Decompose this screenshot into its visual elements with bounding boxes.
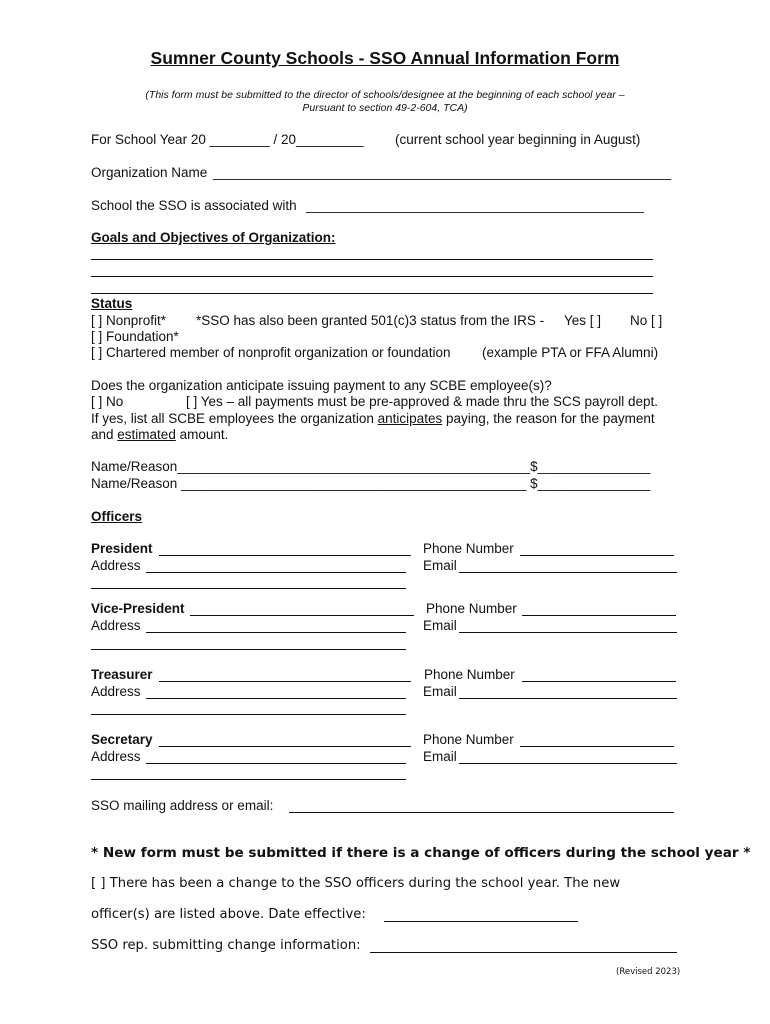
- secretary-address-label: Address: [91, 749, 141, 764]
- rep-label: SSO rep. submitting change information:: [91, 938, 361, 953]
- treasurer-address-field[interactable]: [146, 698, 406, 699]
- secretary-name-field[interactable]: [159, 746, 411, 747]
- payment-yes-checkbox[interactable]: [ ] Yes – all payments must be pre-approved & made thru the SCS payroll dept.: [186, 394, 659, 409]
- treasurer-email-field[interactable]: [459, 698, 677, 699]
- vice-president-phone-label: Phone Number: [426, 601, 517, 616]
- revised-note: (Revised 2023): [616, 967, 681, 977]
- president-address-label: Address: [91, 558, 141, 573]
- instructions-text-2: paying, the reason for the payment: [445, 411, 655, 426]
- foundation-checkbox[interactable]: [ ] Foundation*: [91, 329, 179, 344]
- payment-no-checkbox[interactable]: [ ] No: [91, 394, 124, 409]
- vice-president-address-label: Address: [91, 618, 141, 633]
- goals-line-1[interactable]: [91, 259, 653, 260]
- payment-row-1[interactable]: Name/Reason_______________________________________________$_______________: [91, 459, 651, 474]
- president-address-line-2[interactable]: [91, 588, 406, 589]
- vice-president-label: Vice-President: [91, 601, 185, 616]
- president-phone-field[interactable]: [520, 555, 674, 556]
- vice-president-email-field[interactable]: [459, 632, 677, 633]
- president-address-field[interactable]: [146, 572, 406, 573]
- vice-president-name-field[interactable]: [190, 615, 414, 616]
- payment-row-2[interactable]: Name/Reason ______________________________________________ $_______________: [91, 476, 651, 491]
- school-year-row: [91, 132, 364, 147]
- secretary-phone-label: Phone Number: [423, 732, 514, 747]
- secretary-phone-field[interactable]: [520, 746, 674, 747]
- treasurer-address-label: Address: [91, 684, 141, 699]
- mailing-field[interactable]: [289, 812, 674, 813]
- school-year-start-field[interactable]: ________: [209, 132, 270, 147]
- change-checkbox[interactable]: [ ] There has been a change to the SSO officers during the school year. The new: [91, 876, 621, 891]
- organization-name-label: Organization Name: [91, 165, 208, 180]
- status-heading: Status: [91, 296, 133, 311]
- mailing-label: SSO mailing address or email:: [91, 798, 274, 813]
- treasurer-phone-label: Phone Number: [424, 667, 515, 682]
- president-email-label: Email: [423, 558, 457, 573]
- goals-heading: Goals and Objectives of Organization:: [91, 230, 336, 245]
- treasurer-address-line-2[interactable]: [91, 714, 406, 715]
- payment-instructions-line-2: [91, 427, 228, 442]
- school-field[interactable]: _____________________________________________: [306, 198, 644, 213]
- vice-president-phone-field[interactable]: [522, 615, 676, 616]
- treasurer-label: Treasurer: [91, 667, 153, 682]
- irs-yes-checkbox[interactable]: Yes [ ]: [564, 313, 602, 328]
- payment-question: Does the organization anticipate issuing payment to any SCBE employee(s)?: [91, 378, 552, 393]
- page-title: Sumner County Schools - SSO Annual Information Form: [150, 48, 620, 68]
- school-label: School the SSO is associated with: [91, 198, 297, 213]
- subtitle-line-2: Pursuant to section 49-2-604, TCA): [302, 102, 468, 114]
- chartered-checkbox[interactable]: [ ] Chartered member of nonprofit organization or foundation: [91, 345, 451, 360]
- nonprofit-checkbox[interactable]: [ ] Nonprofit*: [91, 313, 167, 328]
- school-year-label: For School Year 20: [91, 132, 206, 147]
- school-year-separator: / 20: [273, 132, 296, 147]
- irs-note: *SSO has also been granted 501(c)3 status from the IRS -: [196, 313, 545, 328]
- subtitle-line-1: (This form must be submitted to the director of schools/designee at the beginning of each school year –: [145, 89, 625, 101]
- officers-heading: Officers: [91, 509, 143, 524]
- instructions-estimated: estimated: [117, 427, 176, 442]
- secretary-email-field[interactable]: [459, 763, 677, 764]
- goals-line-2[interactable]: [91, 276, 653, 277]
- school-year-note: (current school year beginning in August): [395, 132, 641, 147]
- rep-field[interactable]: [370, 952, 677, 953]
- instructions-anticipates: anticipates: [377, 411, 443, 426]
- vice-president-email-label: Email: [423, 618, 457, 633]
- president-label: President: [91, 541, 153, 556]
- date-effective-field[interactable]: [384, 921, 578, 922]
- change-notice: * New form must be submitted if there is a change of officers during the school year *: [91, 845, 751, 861]
- treasurer-phone-field[interactable]: [522, 681, 676, 682]
- school-year-end-field[interactable]: _________: [295, 132, 364, 147]
- president-email-field[interactable]: [459, 572, 677, 573]
- secretary-label: Secretary: [91, 732, 153, 747]
- vice-president-address-field[interactable]: [146, 632, 406, 633]
- instructions-text-3: and: [91, 427, 114, 442]
- treasurer-email-label: Email: [423, 684, 457, 699]
- irs-no-checkbox[interactable]: No [ ]: [630, 313, 663, 328]
- vice-president-address-line-2[interactable]: [91, 649, 406, 650]
- goals-line-3[interactable]: [91, 293, 653, 294]
- instructions-text-1: If yes, list all SCBE employees the organization: [91, 411, 374, 426]
- payment-instructions-line-1: [91, 411, 655, 426]
- date-effective-label: officer(s) are listed above. Date effective:: [91, 907, 366, 922]
- president-phone-label: Phone Number: [423, 541, 514, 556]
- chartered-example: (example PTA or FFA Alumni): [482, 345, 659, 360]
- organization-name-field[interactable]: _____________________________________________________________: [213, 165, 671, 180]
- secretary-address-field[interactable]: [146, 763, 406, 764]
- president-name-field[interactable]: [159, 555, 411, 556]
- secretary-address-line-2[interactable]: [91, 779, 406, 780]
- instructions-text-4: amount.: [179, 427, 229, 442]
- secretary-email-label: Email: [423, 749, 457, 764]
- treasurer-name-field[interactable]: [159, 681, 411, 682]
